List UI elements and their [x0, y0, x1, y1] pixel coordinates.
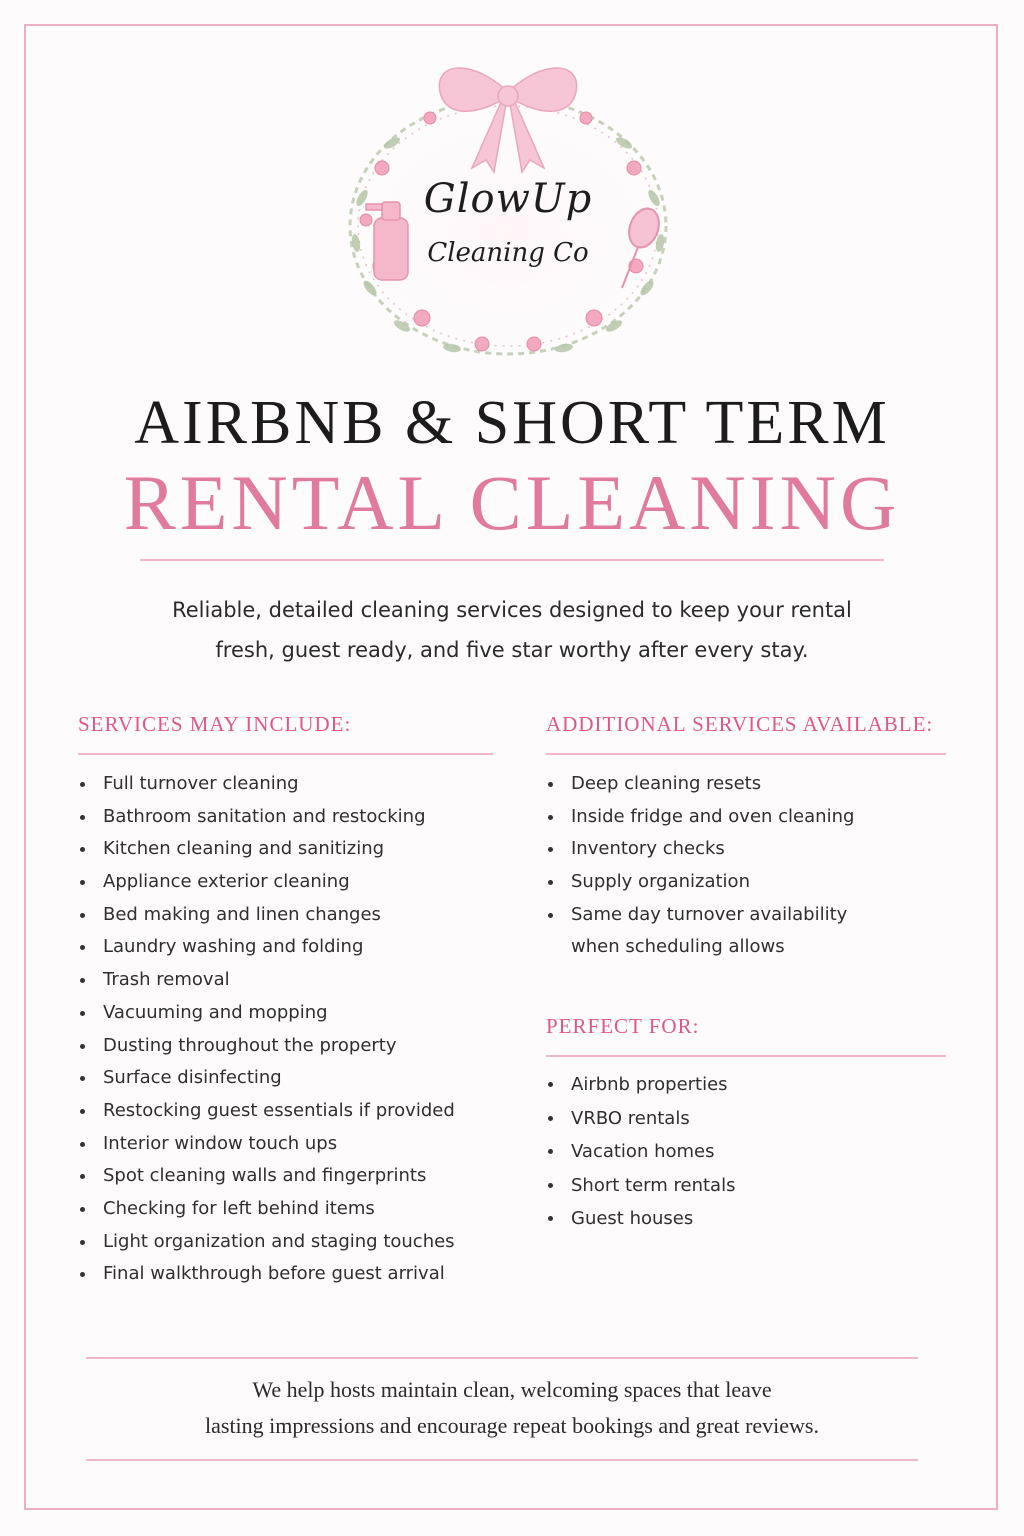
additional-list [546, 768, 854, 964]
list-item: Bathroom sanitation and restocking [78, 801, 455, 834]
intro-text [130, 590, 894, 670]
list-item: Airbnb properties [546, 1068, 735, 1102]
services-heading: SERVICES MAY INCLUDE: [78, 712, 352, 736]
list-item-continuation [546, 931, 854, 964]
perfect-for-heading: PERFECT FOR: [546, 1014, 700, 1038]
services-list [78, 768, 455, 1291]
closing-top-divider [86, 1357, 918, 1359]
perfect-for-divider [546, 1055, 946, 1057]
list-item: Vacation homes [546, 1135, 735, 1169]
list-item: Short term rentals [546, 1169, 735, 1203]
intro-line-2: fresh, guest ready, and five star worthy after every stay. [215, 638, 809, 662]
list-item: Interior window touch ups [78, 1128, 455, 1161]
list-item: Laundry washing and folding [78, 931, 455, 964]
closing-line-2: lasting impressions and encourage repeat bookings and great reviews. [205, 1413, 819, 1438]
list-item: Surface disinfecting [78, 1062, 455, 1095]
list-item: Restocking guest essentials if provided [78, 1095, 455, 1128]
continuation-text: when scheduling allows [571, 936, 785, 958]
headline-line-1: AIRBNB & SHORT TERM [134, 389, 890, 457]
additional-divider [546, 753, 946, 755]
list-item: Deep cleaning resets [546, 768, 854, 801]
closing-bottom-divider [86, 1459, 918, 1461]
company-logo [322, 48, 694, 366]
list-item: Inventory checks [546, 833, 854, 866]
list-item: Light organization and staging touches [78, 1226, 455, 1259]
services-divider [78, 753, 493, 755]
list-item: Spot cleaning walls and fingerprints [78, 1160, 455, 1193]
title-divider [140, 559, 884, 561]
list-item: Appliance exterior cleaning [78, 866, 455, 899]
headline-line-2: RENTAL CLEANING [123, 459, 901, 546]
list-item: Full turnover cleaning [78, 768, 455, 801]
list-item: Final walkthrough before guest arrival [78, 1258, 455, 1291]
perfect-for-list [546, 1068, 735, 1236]
list-item: Bed making and linen changes [78, 899, 455, 932]
additional-heading: ADDITIONAL SERVICES AVAILABLE: [546, 712, 934, 736]
list-item: VRBO rentals [546, 1102, 735, 1136]
intro-line-1: Reliable, detailed cleaning services designed to keep your rental [172, 598, 852, 622]
list-item: Trash removal [78, 964, 455, 997]
list-item: Same day turnover availability [546, 899, 854, 932]
logo-subname: Cleaning Co [427, 238, 589, 268]
list-item: Vacuuming and mopping [78, 997, 455, 1030]
list-item: Dusting throughout the property [78, 1030, 455, 1063]
closing-line-1: We help hosts maintain clean, welcoming spaces that leave [252, 1377, 772, 1402]
list-item: Inside fridge and oven cleaning [546, 801, 854, 834]
list-item: Checking for left behind items [78, 1193, 455, 1226]
list-item: Guest houses [546, 1202, 735, 1236]
list-item: Kitchen cleaning and sanitizing [78, 833, 455, 866]
closing-text [60, 1372, 964, 1444]
list-item: Supply organization [546, 866, 854, 899]
logo-name: GlowUp [423, 176, 593, 222]
